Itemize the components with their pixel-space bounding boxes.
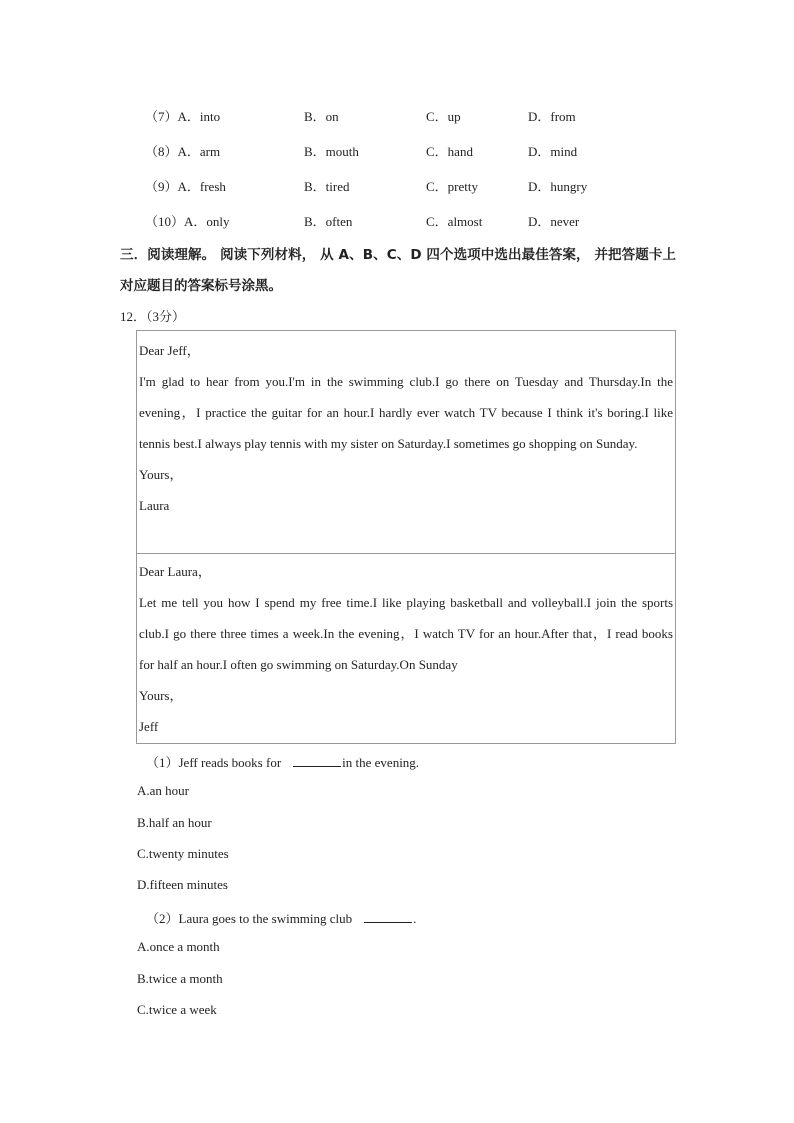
option-8-a: （8）A．arm	[145, 144, 221, 159]
option-9-a: （9）A．fresh	[145, 179, 226, 194]
sub-question-2-stem: （2）Laura goes to the swimming club .	[146, 911, 417, 926]
section-heading: 三．阅读理解。 阅读下列材料， 从 A、B、C、D 四个选项中选出最佳答案， 并把答题卡上对应题目的答案标号涂黑。	[120, 247, 676, 294]
sub-question-2-choice-a: A.once a month	[137, 939, 220, 954]
letter-body: I'm glad to hear from you.I'm in the swimming club.I go there on Tuesday and Thursday.In the evening，I practice the guitar for an hour.I hardly ever watch TV because I think it's boring.I like tennis best.I always play tennis with my sister on Saturday.I sometimes go shopping on Sunday.	[139, 374, 673, 451]
letter-body: Let me tell you how I spend my free time.I like playing basketball and volleyball.I join the sports club.I go there three times a week.In the evening，I watch TV for an hour.After that，I read books for half an hour.I often go swimming on Saturday.On Sunday	[139, 595, 673, 672]
option-10-d: D．never	[528, 214, 580, 229]
question-number: 12．（3分）	[120, 309, 186, 324]
option-row-9	[0, 176, 794, 196]
option-9-c: C．pretty	[426, 179, 478, 194]
option-7-b: B．on	[304, 109, 339, 124]
letter-greeting: Dear Jeff，	[139, 343, 200, 358]
option-row-10	[0, 211, 794, 231]
option-10-c: C．almost	[426, 214, 483, 229]
option-row-8	[0, 141, 794, 161]
option-7-c: C．up	[426, 109, 461, 124]
option-10-b: B．often	[304, 214, 353, 229]
letter-closing: Yours，	[139, 688, 183, 703]
sub-question-1-stem: （1）Jeff reads books for in the evening.	[146, 755, 420, 770]
option-row-7	[0, 106, 794, 126]
letter-signature: Laura	[139, 498, 170, 513]
letter-laura	[136, 330, 676, 554]
letter-greeting: Dear Laura，	[139, 564, 211, 579]
sub-question-1-choice-c: C.twenty minutes	[137, 846, 229, 861]
option-8-b: B．mouth	[304, 144, 359, 159]
option-9-d: D．hungry	[528, 179, 588, 194]
option-10-a: （10）A．only	[145, 214, 230, 229]
sub-question-1-choice-a: A.an hour	[137, 783, 189, 798]
option-8-c: C．hand	[426, 144, 473, 159]
letter-closing: Yours，	[139, 467, 183, 482]
sub-question-2-choice-b: B.twice a month	[137, 971, 223, 986]
option-9-b: B．tired	[304, 179, 350, 194]
option-7-d: D．from	[528, 109, 576, 124]
sub-question-1-choice-b: B.half an hour	[137, 815, 212, 830]
answer-blank	[364, 911, 412, 923]
letter-signature: Jeff	[139, 719, 159, 734]
letter-jeff	[136, 552, 676, 744]
sub-question-2-choice-c: C.twice a week	[137, 1002, 217, 1017]
answer-blank	[293, 755, 341, 767]
option-7-a: （7）A．into	[145, 109, 221, 124]
sub-question-1-choice-d: D.fifteen minutes	[137, 877, 228, 892]
option-8-d: D．mind	[528, 144, 578, 159]
